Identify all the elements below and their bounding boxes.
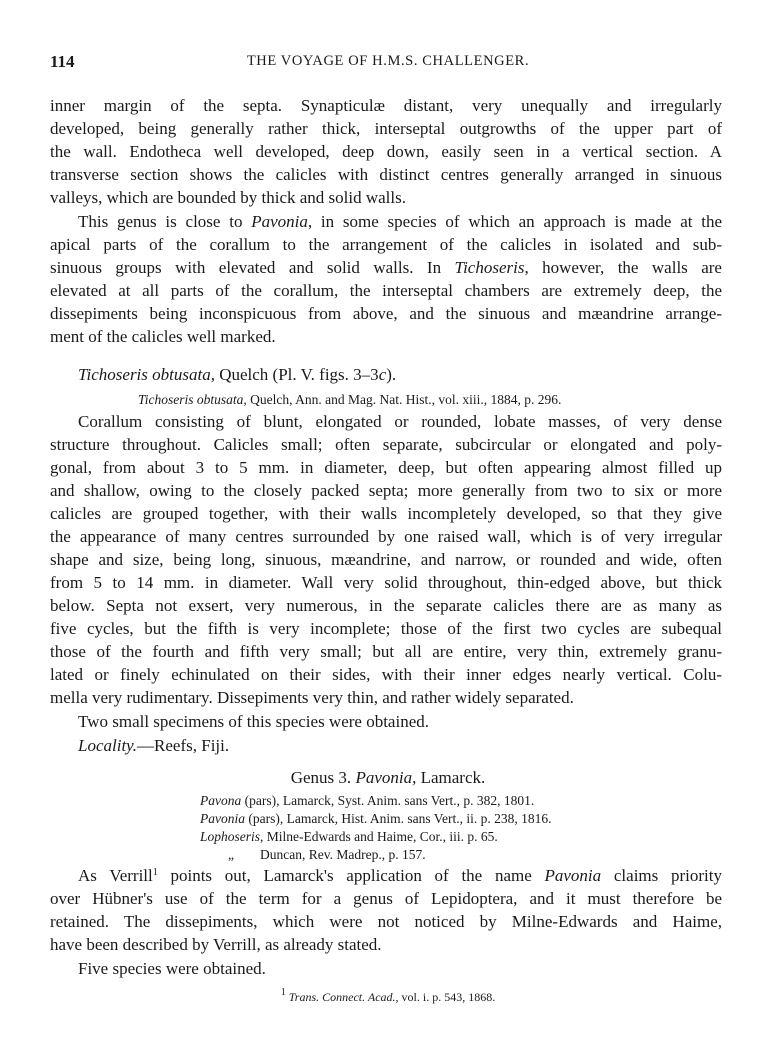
text-line: inner margin of the septa. Synapticulæ distant, very unequally and irregularly [50,96,722,115]
text-line: gonal, from about 3 to 5 mm. in diameter, deep, but often appearing almost filled up [50,458,722,477]
synonym-name: Pavonia [200,811,245,826]
synonym-reference: (pars), Lamarck, Hist. Anim. sans Vert., ii. p. 238, 1816. [245,811,552,826]
taxon-name: Tichoseris [454,258,525,277]
text-line: mella very rudimentary. Dissepiments very thin, and rather widely separated. [50,688,574,707]
species-heading [78,365,722,385]
ditto-mark: „ [228,847,234,862]
text-line: transverse section shows the calicles with distinct centres generally arranged in sinuous [50,165,722,184]
genus-author: , Lamarck. [412,768,486,787]
text-run: As Verrill [78,866,153,885]
running-title: THE VOYAGE OF H.M.S. CHALLENGER. [246,53,530,69]
text-line: dissepiments being inconspicuous from above, and the sinuous and mæandrine arrange- [50,304,722,323]
genus-heading [0,768,776,788]
footnote [0,987,776,1005]
text-line: those of the fourth and fifth very small; but all are entire, very thin, extremely granu- [50,642,722,661]
synonymy-entry [200,792,534,809]
synonymy-entry [228,846,426,863]
text-run: ). [386,365,397,384]
figure-suffix: c [378,365,387,384]
footnote-title: Trans. Connect. Acad. [288,990,396,1004]
genus-prefix: Genus 3. [290,768,356,787]
footnote-ref: 1 [152,867,158,878]
species-author: , Quelch (Pl. V. figs. 3–3 [210,365,379,384]
synonym-reference: (pars), Lamarck, Syst. Anim. sans Vert., p. 382, 1801. [241,793,535,808]
text-line: lated or finely echinulated on their sides, with their inner edges nearly vertical. Colu- [50,665,722,684]
text-line: below. Septa not exsert, very numerous, in the separate calicles there are as many as [50,596,722,615]
text-line: apical parts of the corallum to the arrangement of the calicles in isolated and sub- [50,235,722,254]
synonymy-entry [200,810,551,827]
footnote-reference: , vol. i. p. 543, 1868. [395,990,496,1004]
text-line: structure throughout. Calicles small; often separate, subcircular or elongated and poly- [50,435,722,454]
text-run: claims priority [601,866,722,885]
text-line: ment of the calicles well marked. [50,327,276,346]
text-line: shape and size, being long, sinuous, mæandrine, and narrow, or rounded and wide, often [50,550,722,569]
text-run: This genus is close to [78,212,252,231]
synonymy-entry [200,828,498,845]
text-run: points out, Lamarck's application of the name [157,866,545,885]
text-line [78,212,722,232]
locality-value: —Reefs, Fiji. [137,736,230,755]
text-line [50,258,722,278]
text-line: retained. The dissepiments, which were not noticed by Milne-Edwards and Haime, [50,912,722,931]
text-line: have been described by Verrill, as already stated. [50,935,382,954]
species-name: Tichoseris obtusata [78,365,211,384]
footnote-marker: 1 [280,987,286,998]
text-run: , in some species of which an approach is made at the [307,212,722,231]
text-line: calicles are grouped together, with their walls incompletely developed, so that they give [50,504,722,523]
text-line: over Hübner's use of the term for a genus of Lepidoptera, and it must therefore be [50,889,722,908]
taxon-name: Pavonia [251,212,308,231]
synonym-name: Tichoseris obtusata [138,392,244,407]
text-line: developed, being generally rather thick, interseptal outgrowths of the upper part of [50,119,722,138]
specimens-note: Two small specimens of this species were obtained. [78,712,429,731]
synonym-reference: , Quelch, Ann. and Mag. Nat. Hist., vol. xiii., 1884, p. 296. [243,392,562,407]
species-synonym [138,391,561,408]
text-line: the appearance of many centres surrounded by one raised wall, which is of very irregular [50,527,722,546]
taxon-name: Pavonia [544,866,602,885]
text-line: valleys, which are bounded by thick and solid walls. [50,188,406,207]
locality-line [78,736,722,756]
text-line: from 5 to 14 mm. in diameter. Wall very solid throughout, thin-edged above, but thick [50,573,722,592]
text-run: , however, the walls are [524,258,722,277]
text-line [78,866,722,886]
synonym-reference: Duncan, Rev. Madrep., p. 157. [260,847,426,862]
text-line: and shallow, owing to the closely packed septa; more generally from two to six or more [50,481,722,500]
synonym-name: Pavona [200,793,242,808]
text-line: elevated at all parts of the corallum, the interseptal chambers are extremely deep, the [50,281,722,300]
text-line: five cycles, but the fifth is very incomplete; those of the first two cycles are subequal [50,619,722,638]
genus-name: Pavonia [355,768,413,787]
text-line: Corallum consisting of blunt, elongated or rounded, lobate masses, of very dense [78,412,722,431]
synonym-reference: , Milne-Edwards and Haime, Cor., iii. p. 65. [260,829,498,844]
species-count-note: Five species were obtained. [78,959,266,978]
text-line: the wall. Endotheca well developed, deep down, easily seen in a vertical section. A [50,142,722,161]
locality-label: Locality. [78,736,138,755]
page-number: 114 [50,52,75,71]
synonym-name: Lophoseris [200,829,261,844]
text-run: sinuous groups with elevated and solid walls. In [50,258,455,277]
